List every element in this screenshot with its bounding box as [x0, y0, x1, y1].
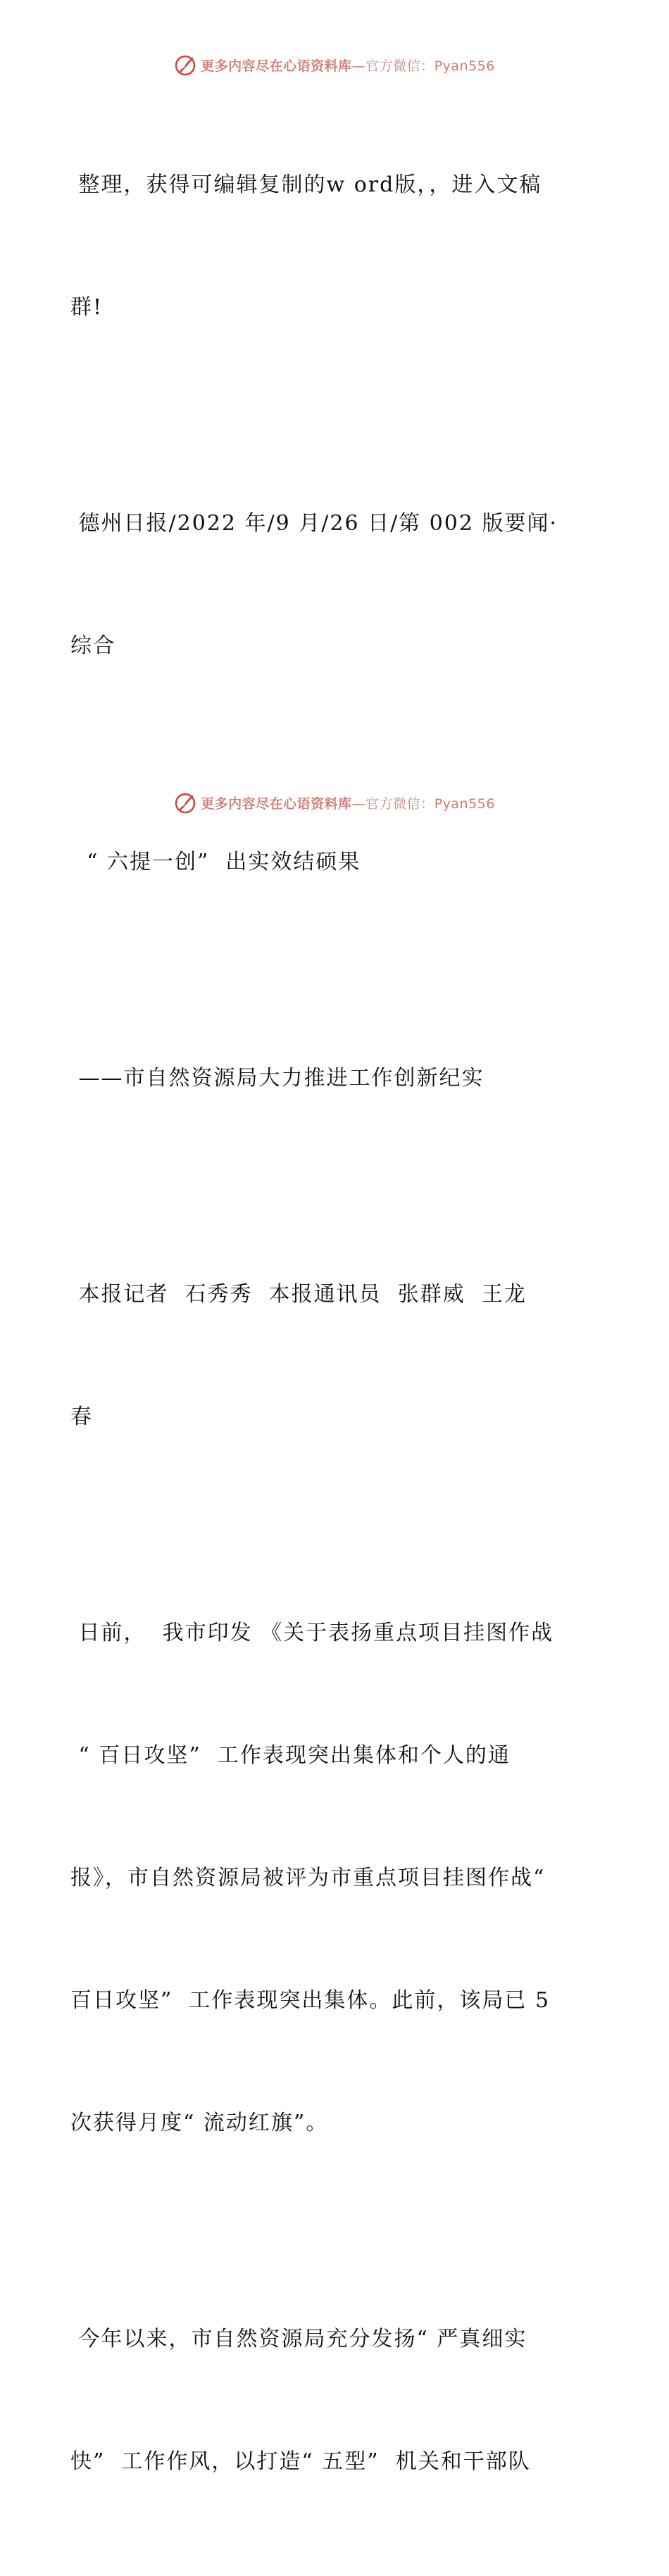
quill-logo-icon	[174, 791, 198, 815]
article-byline: 本报记者 石秀秀 本报通讯员 张群威 王龙 春	[70, 1282, 527, 1429]
paragraph-intro: 整理，获得可编辑复制的w ord版，，进入文稿 群!	[70, 172, 542, 320]
footer-watermark	[0, 788, 669, 817]
watermark-text: 更多内容尽在心语资料库—官方微信：Pyan556	[201, 796, 495, 812]
document-body	[70, 83, 588, 2576]
paragraph-body-1: 日前， 我市印发 《关于表扬重点项目挂图作战 “ 百日攻坚” 工作表现突出集体和个人的通 报》，市自然资源局被评为市重点项目挂图作战“ 百日攻坚” 工作表现突出集体。此前，该局已 5 次获得月度“ 流动红旗”。	[70, 1621, 554, 2135]
paragraph-body-2: 今年以来，市自然资源局充分发扬“ 严真细实 快” 工作作风，以打造“ 五型” 机关和干部队	[70, 2327, 531, 2474]
watermark-text: 更多内容尽在心语资料库—官方微信：Pyan556	[201, 58, 495, 74]
paragraph-source: 德州日报/2022 年/9 月/26 日/第 002 版要闻· 综合	[70, 511, 558, 658]
article-title: “ 六提一创” 出实效结硕果	[70, 850, 361, 874]
header-watermark	[0, 51, 669, 79]
article-subtitle: ——市自然资源局大力推进工作创新纪实	[70, 1066, 484, 1091]
quill-logo-icon	[174, 53, 198, 77]
